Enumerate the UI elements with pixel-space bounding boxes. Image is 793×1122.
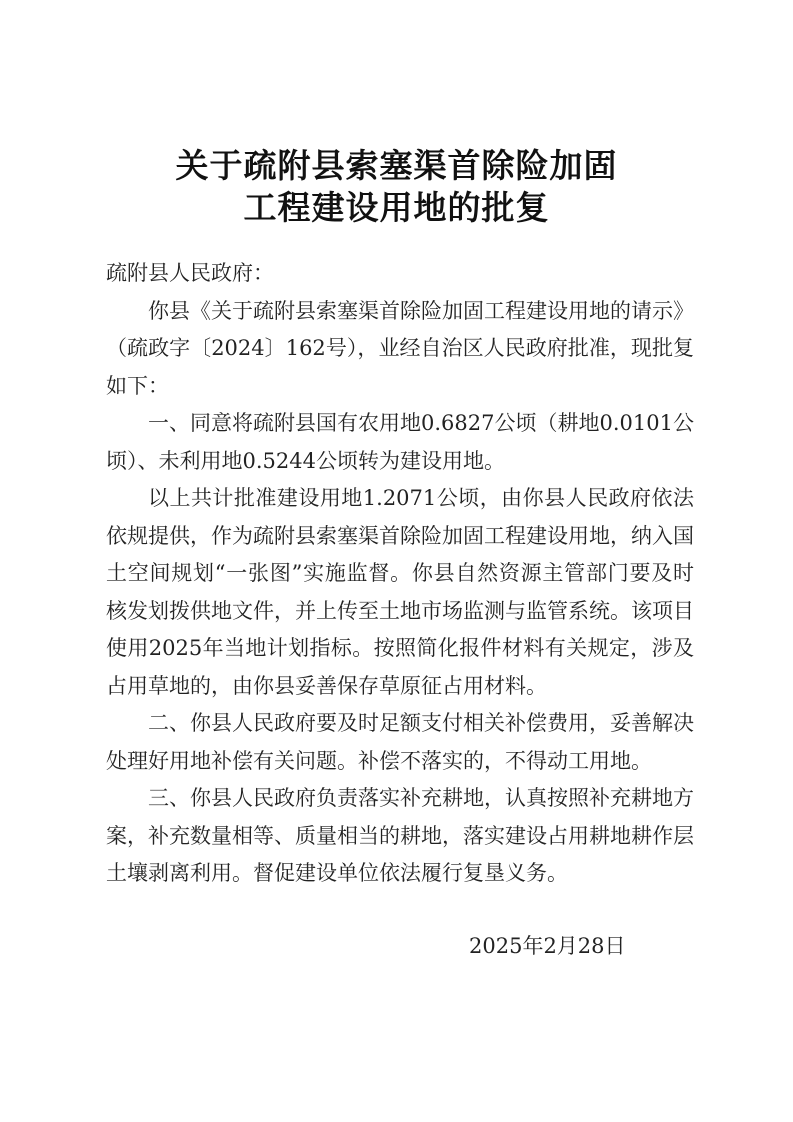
document-title-line-2: 工程建设用地的批复 bbox=[243, 188, 550, 227]
salutation: 疏附县人民政府： bbox=[106, 261, 274, 285]
paragraph-item-1: 一、同意将疏附县国有农用地0.6827公顷（耕地0.0101公顷）、未利用地0.5244公顷转为建设用地。 bbox=[106, 411, 694, 473]
paragraph-item-2: 二、你县人民政府要及时足额支付相关补偿费用，妥善解决处理好用地补偿有关问题。补偿不落实的，不得动工用地。 bbox=[106, 711, 694, 773]
paragraph-request: 你县《关于疏附县索塞渠首除险加固工程建设用地的请示》（疏政字〔2024〕162号），业经自治区人民政府批准，现批复如下： bbox=[106, 298, 694, 398]
document-body bbox=[106, 255, 694, 893]
document-date: 2025年2月28日 bbox=[469, 934, 626, 958]
document-title-line-1: 关于疏附县索塞渠首除险加固 bbox=[175, 146, 618, 185]
paragraph-item-3: 三、你县人民政府负责落实补充耕地，认真按照补充耕地方案，补充数量相等、质量相当的耕地，落实建设占用耕地耕作层土壤剥离利用。督促建设单位依法履行复垦义务。 bbox=[106, 786, 694, 885]
paragraph-total: 以上共计批准建设用地1.2071公顷，由你县人民政府依法依规提供，作为疏附县索塞渠首除险加固工程建设用地，纳入国土空间规划“一张图”实施监督。你县自然资源主管部门要及时核发划拨供地文件，并上传至土地市场监测与监管系统。该项目使用2025年当地计划指标。按照简化报件材料有关规定，涉及占用草地的，由你县妥善保存草原征占用材料。 bbox=[106, 486, 694, 698]
